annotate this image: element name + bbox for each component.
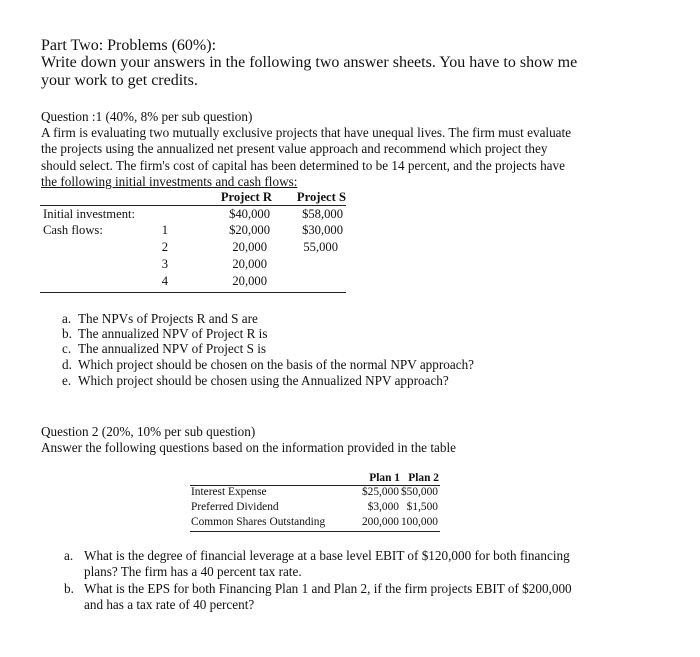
question1-subquestion-a — [62, 311, 258, 326]
table1-initial-r: $40,000 — [229, 207, 270, 221]
table2-plan1-value: $3,000 — [367, 501, 399, 513]
table2-plan1-value: $25,000 — [361, 486, 399, 498]
question1-body — [41, 125, 571, 191]
table1-period: 3 — [161, 257, 168, 271]
list-marker: a. — [62, 311, 72, 326]
list-text: The annualized NPV of Project R is — [78, 326, 268, 341]
question2-heading: Question 2 (20%, 10% per sub question) — [41, 424, 256, 439]
table1-bottom-rule — [40, 292, 346, 293]
table1-cash-s: 55,000 — [303, 240, 338, 254]
table1-cash-r: 20,000 — [232, 274, 267, 288]
table2-row-label: Common Shares Outstanding — [191, 516, 326, 528]
part-title: Part Two: Problems (60%): — [41, 37, 217, 54]
list-text: Which project should be chosen on the basis of the normal NPV approach? — [78, 357, 475, 372]
list-marker: c. — [62, 341, 72, 356]
table2-row-label: Preferred Dividend — [191, 501, 279, 513]
table2-plan2-value: 100,000 — [400, 516, 438, 528]
table1-header-project-s: Project S — [296, 190, 346, 204]
list-marker: e. — [62, 373, 72, 388]
question1-body-line: the following initial investments and cash flows: — [41, 174, 298, 190]
list-text: Which project should be chosen using the Annualized NPV approach? — [78, 373, 449, 388]
table1-period: 1 — [161, 223, 168, 237]
list-text: The NPVs of Projects R and S are — [78, 311, 258, 326]
table2-header-plan2: Plan 2 — [408, 472, 439, 484]
question1-body-line: A firm is evaluating two mutually exclusive projects that have unequal lives. The firm must evaluate — [41, 125, 572, 140]
list-marker: b. — [62, 326, 72, 341]
table2-plan1-value: 200,000 — [361, 516, 399, 528]
table1-initial-label: Initial investment: — [43, 207, 135, 221]
table1-period: 4 — [161, 274, 168, 288]
question1-subquestion-e — [62, 373, 449, 388]
instructions-line-2: your work to get credits. — [41, 72, 198, 89]
table1-cash-r: 20,000 — [232, 240, 267, 254]
list-marker: b. — [64, 581, 74, 596]
list-marker: a. — [64, 548, 74, 563]
question1-heading: Question :1 (40%, 8% per sub question) — [41, 109, 253, 124]
question1-body-line: the projects using the annualized net present value approach and recommend which project they — [41, 141, 548, 157]
list-marker: d. — [62, 357, 72, 372]
question1-subquestion-d — [62, 357, 474, 372]
list-text: The annualized NPV of Project S is — [78, 341, 267, 356]
table2-bottom-rule — [190, 531, 440, 532]
table2-row-label: Interest Expense — [191, 486, 267, 498]
table1-header-project-r: Project R — [220, 190, 272, 204]
question2-subquestion-b-line: and has a tax rate of 40 percent? — [84, 597, 255, 612]
table1-cash-s: $30,000 — [302, 223, 343, 237]
instructions-line-1: Write down your answers in the following two answer sheets. You have to show me — [41, 54, 578, 71]
table1-cashflow-label: Cash flows: — [43, 223, 103, 237]
table1-period: 2 — [161, 240, 168, 254]
table1-cash-r: 20,000 — [232, 257, 267, 271]
question2-subquestion-b-line: What is the EPS for both Financing Plan 1 and Plan 2, if the firm projects EBIT of $200,000 — [84, 581, 572, 596]
table2-header-plan1: Plan 1 — [369, 472, 400, 484]
table1-cash-r: $20,000 — [229, 223, 270, 237]
table2-plan2-value: $1,500 — [406, 501, 438, 513]
table1-initial-s: $58,000 — [302, 207, 343, 221]
question2-subquestion-a-line: plans? The firm has a 40 percent tax rate. — [84, 564, 302, 579]
question2-subquestion-a-line: What is the degree of financial leverage at a base level EBIT of $120,000 for both financing — [84, 548, 570, 563]
question1-body-line: should select. The firm's cost of capital has been determined to be 14 percent, and the projects have — [41, 157, 565, 173]
table1-header-rule — [40, 205, 346, 206]
table2-plan2-value: $50,000 — [400, 486, 438, 498]
question1-subquestion-c — [62, 341, 266, 356]
question2-intro: Answer the following questions based on the information provided in the table — [41, 440, 456, 455]
question1-subquestion-b — [62, 326, 267, 341]
